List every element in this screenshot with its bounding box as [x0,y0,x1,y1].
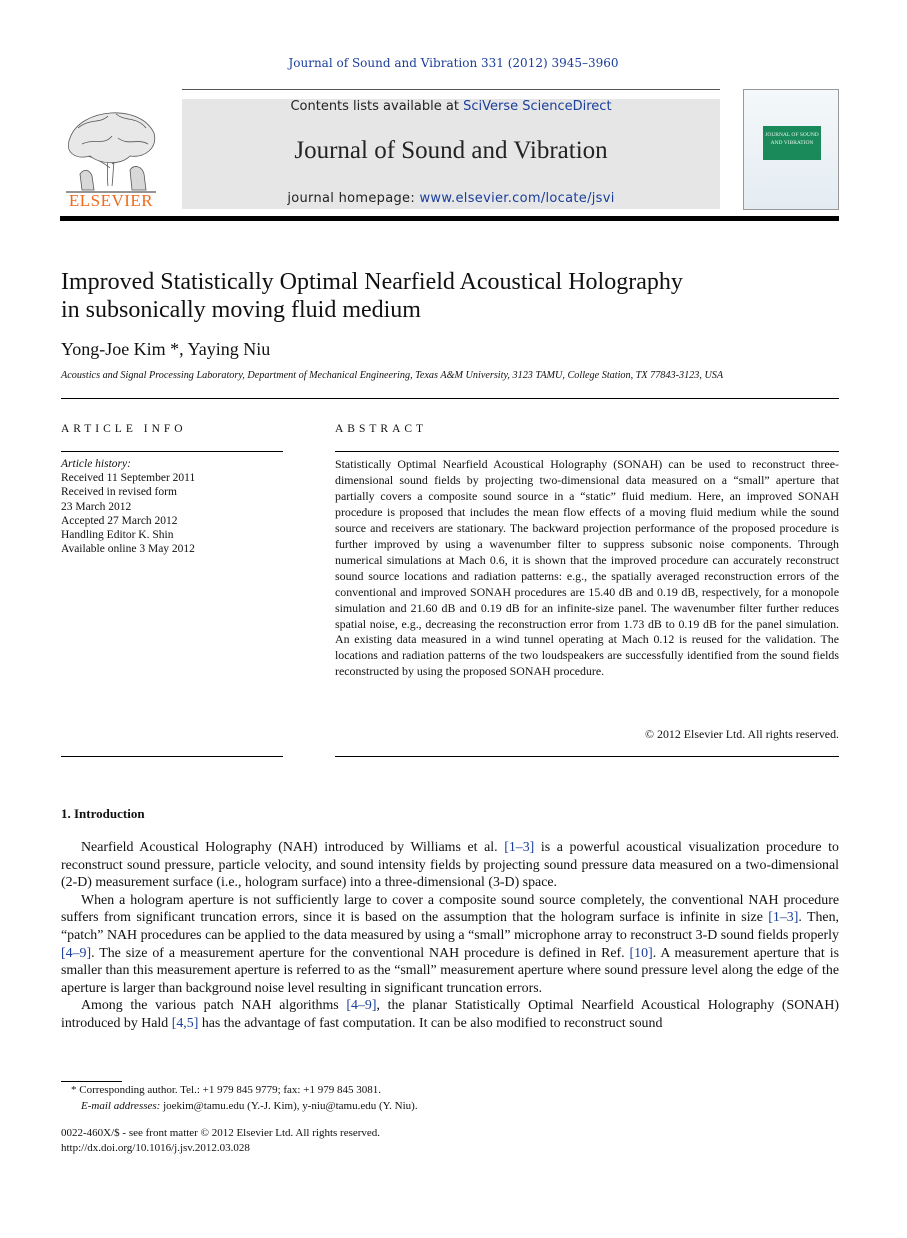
paragraph-text: Among the various patch NAH algorithms [81,998,347,1014]
article-authors[interactable]: Yong-Joe Kim *, Yaying Niu [61,339,271,359]
contents-prefix: Contents lists available at [290,99,464,114]
affiliation-divider [61,398,839,399]
paragraph-text: has the advantage of fast computation. It can be also modified to reconstruct sound [198,1015,663,1031]
journal-cover-thumbnail[interactable] [743,89,839,210]
history-item: Received in revised form [61,486,177,499]
reference-link[interactable]: [4–9] [61,945,92,961]
article-info-heading: ARTICLE INFO [61,423,187,435]
author-affiliation: Acoustics and Signal Processing Laboratory, Department of Mechanical Engineering, Texas A&M University, 3123 TAMU, College Station, TX 77843-3123, USA [61,370,724,381]
email-addresses[interactable]: joekim@tamu.edu (Y.-J. Kim), y-niu@tamu.edu (Y. Niu). [160,1099,418,1112]
paragraph-text: is a powerful acoustical visualization procedure to reconstruct sound pressure, particle velocity, and sound intensity fields by projecting sound pressure data measured on a two-dimensional (2-D) measurement surface (i.e., hologram surface) into a three-dimensional (3-D) space. [61,840,839,891]
paragraph-text: . A measurement aperture that is smaller than this measurement aperture is referred to as the “small” measurement aperture where sound pressure level along the edge of the aperture is larger than background noise level resulting in significant truncation errors. [61,945,839,996]
reference-link[interactable]: [1–3] [504,840,535,855]
journal-citation[interactable]: Journal of Sound and Vibration 331 (2012) 3945–3960 [288,56,619,70]
history-item: Available online 3 May 2012 [61,543,195,556]
paragraph-text: . The size of a measurement aperture for the conventional NAH procedure is defined in Ref. [91,945,630,961]
homepage-prefix: journal homepage: [287,191,420,206]
reference-link[interactable]: [1–3] [768,910,799,926]
history-item: Received 11 September 2011 [61,472,196,485]
footnote-rule [61,1081,122,1082]
cover-title-label: JOURNAL OF SOUND AND VIBRATION [763,126,821,160]
paragraph-text: Nearfield Acoustical Holography (NAH) introduced by Williams et al. [81,840,505,855]
history-item: Handling Editor K. Shin [61,529,174,542]
history-item: Accepted 27 March 2012 [61,514,178,527]
footnotes [61,1083,839,1114]
header-bottom-rule [60,216,839,221]
contents-available-line [182,99,720,114]
introduction-heading: 1. Introduction [61,806,145,821]
abstract-text: Statistically Optimal Nearfield Acoustical Holography (SONAH) can be used to reconstruct three-dimensional sound fields by projecting two-dimensional data measured on a “small” aperture that partially covers a composite sound source in a “static” fluid medium. Here, an improved SONAH procedure is proposed that includes the mean flow effects of a moving fluid medium while the sound source and receivers are stationary. The backward projection performance of the proposed procedure is further improved by using a wavenumber filter to suppress subsonic noise components. Through numerical simulations at Mach 0.6, it is shown that the improved procedure can accurately reconstruct sound source locations and radiation patterns: e.g., the spatially averaged reconstruction errors of the conventional and improved SONAH procedures are 15.40 dB and 0.19 dB, respectively, for a monopole simulation and 21.60 dB and 0.19 dB for an infinite-size panel. The wavenumber filter further reduces spatial noise, e.g., decreasing the reconstruction error from 1.73 dB to 0.19 dB for the panel simulation. An existing data measured in a wind tunnel operating at Mach 0.12 is reused for the validation. The locations and radiation patterns of the two loudspeakers are successfully identified from the sound fields reconstructed by using the proposed SONAH procedure. [335,457,839,679]
elsevier-wordmark[interactable]: ELSEVIER [68,191,154,210]
introduction-body [61,839,839,1033]
paragraph-text: . Then, “patch” NAH procedures can be applied to the data measured by using a “small” microphone array to reconstruct 3-D sound fields properly [61,910,839,943]
article-title [61,268,841,324]
corresponding-author-note: * Corresponding author. Tel.: +1 979 845 9779; fax: +1 979 845 3081. [71,1084,381,1096]
paragraph-text: When a hologram aperture is not sufficiently large to cover a composite sound source completely, the conventional NAH procedure suffers from significant truncation errors, since it is based on the assumption that the hologram surface is infinite in size [61,892,839,926]
abstract-heading: ABSTRACT [335,423,428,435]
paragraph-text: , the planar Statistically Optimal Nearfield Acoustical Holography (SONAH) introduced by Hald [61,998,839,1031]
intro-paragraph [61,839,839,892]
article-title-line-1: Improved Statistically Optimal Nearfield Acoustical Holography [61,269,683,295]
abstract-top-rule [335,451,839,452]
front-matter [61,1126,839,1155]
journal-name: Journal of Sound and Vibration [294,137,608,164]
journal-homepage-line [182,191,720,206]
intro-paragraph [61,997,839,1032]
issn-line: 0022-460X/$ - see front matter © 2012 Elsevier Ltd. All rights reserved. [61,1127,381,1139]
journal-homepage-link[interactable]: www.elsevier.com/locate/jsvi [419,191,615,206]
reference-link[interactable]: [4–9] [346,998,377,1014]
abstract-copyright: © 2012 Elsevier Ltd. All rights reserved. [645,727,839,741]
reference-link[interactable]: [10] [629,945,653,961]
article-history [61,457,283,556]
history-item: 23 March 2012 [61,500,132,513]
email-addresses-note [61,1099,839,1115]
article-info-bottom-rule [61,756,283,757]
doi-link[interactable]: http://dx.doi.org/10.1016/j.jsv.2012.03.028 [61,1141,250,1154]
article-title-line-2: in subsonically moving fluid medium [61,297,421,323]
header-top-rule [182,89,720,90]
intro-paragraph [61,892,839,998]
email-label: E-mail addresses: [81,1099,161,1112]
reference-link[interactable]: [4,5] [171,1015,199,1031]
abstract-bottom-rule [335,756,839,757]
sciencedirect-link[interactable]: SciVerse ScienceDirect [463,99,612,114]
article-info-top-rule [61,451,283,452]
article-history-label: Article history: [61,458,131,470]
